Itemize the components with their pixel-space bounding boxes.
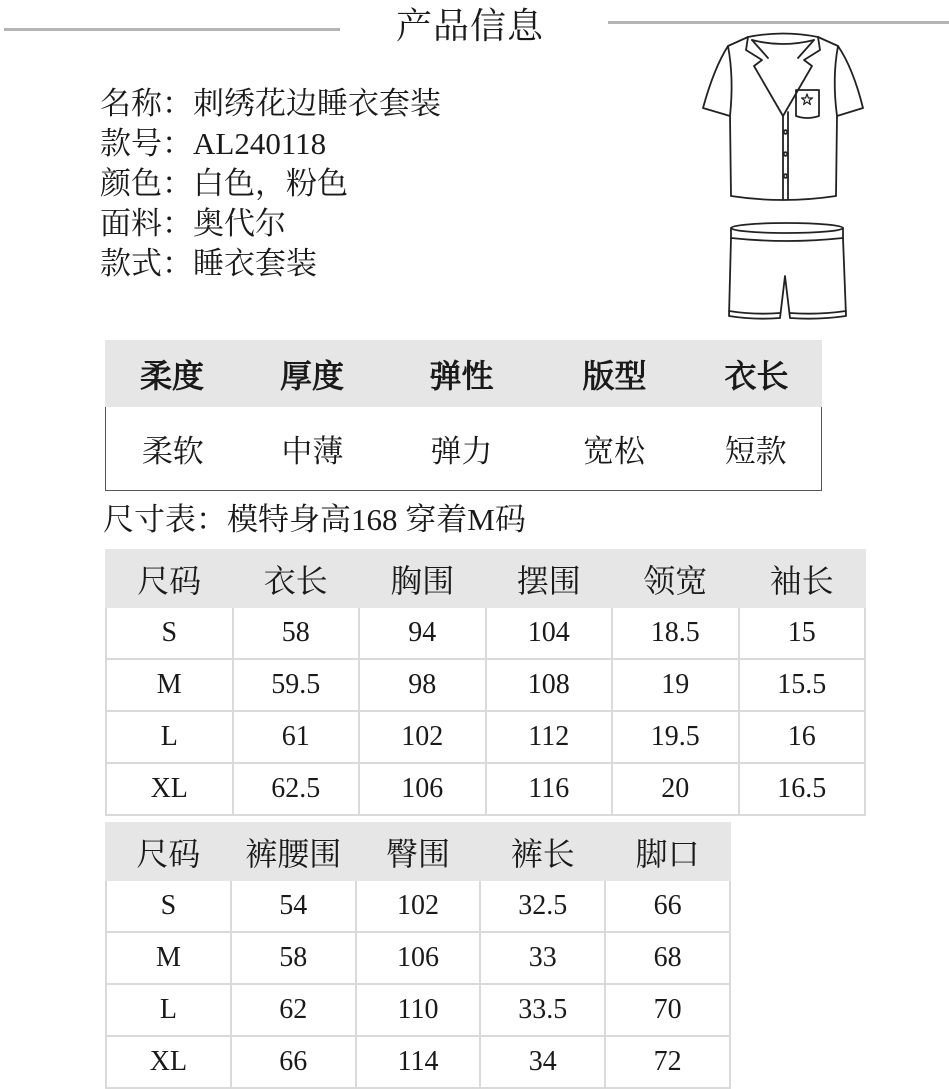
pajama-shirt-icon (703, 34, 863, 201)
table-cell: 72 (605, 1036, 730, 1088)
attr-value-softness: 柔软 (141, 434, 204, 469)
info-value: AL240118 (193, 126, 327, 161)
table-cell: 106 (359, 763, 486, 815)
table-header-row (106, 550, 865, 607)
attr-header-fit: 版型 (582, 357, 647, 394)
table-cell: 104 (486, 607, 613, 659)
info-value: 睡衣套装 (193, 246, 317, 281)
table-cell: 32.5 (480, 880, 605, 932)
table-row (106, 763, 865, 815)
table-header-cell: 袖长 (739, 550, 866, 607)
pajama-shorts-icon (729, 223, 846, 319)
table-cell: 33.5 (480, 984, 605, 1036)
table-header-cell: 衣长 (233, 550, 360, 607)
table-cell: 34 (480, 1036, 605, 1088)
table-header-cell: 胸围 (359, 550, 486, 607)
table-cell: XL (106, 763, 233, 815)
table-cell: M (106, 659, 233, 711)
table-cell: 16 (739, 711, 866, 763)
table-row (106, 880, 730, 932)
table-row (106, 711, 865, 763)
attr-value-length: 短款 (724, 434, 787, 469)
table-row (106, 659, 865, 711)
attr-header-length: 衣长 (724, 357, 789, 394)
table-cell: 102 (359, 711, 486, 763)
table-cell: XL (106, 1036, 231, 1088)
attr-header-thickness: 厚度 (279, 357, 344, 394)
attr-value-thickness: 中薄 (281, 434, 344, 469)
info-color (100, 164, 441, 204)
info-label: 名称： (100, 86, 193, 121)
table-cell: 108 (486, 659, 613, 711)
table-cell: 66 (605, 880, 730, 932)
table-cell: S (106, 607, 233, 659)
table-header-cell: 裤长 (480, 823, 605, 880)
attributes-table (105, 340, 822, 491)
table-cell: 58 (231, 932, 356, 984)
info-name (100, 84, 441, 124)
table-row (106, 1036, 730, 1088)
info-label: 款号： (100, 126, 193, 161)
top-size-table (105, 549, 866, 816)
info-value: 白色，粉色 (193, 166, 348, 201)
attr-value-elasticity: 弹力 (430, 434, 493, 469)
table-cell: 102 (356, 880, 481, 932)
table-header-cell: 臀围 (356, 823, 481, 880)
table-row (106, 607, 865, 659)
table-cell: 16.5 (739, 763, 866, 815)
table-cell: 68 (605, 932, 730, 984)
info-label: 颜色： (100, 166, 193, 201)
table-cell: 19 (612, 659, 739, 711)
table-cell: 33 (480, 932, 605, 984)
table-cell: M (106, 932, 231, 984)
info-value: 奥代尔 (193, 206, 286, 241)
table-cell: 54 (231, 880, 356, 932)
attr-header-softness: 柔度 (139, 357, 204, 394)
info-fabric (100, 204, 441, 244)
table-cell: 66 (231, 1036, 356, 1088)
info-label: 款式： (100, 246, 193, 281)
table-header-row (106, 823, 730, 880)
info-label: 面料： (100, 206, 193, 241)
table-cell: 112 (486, 711, 613, 763)
table-cell: 58 (233, 607, 360, 659)
info-value: 刺绣花边睡衣套装 (193, 86, 441, 121)
table-cell: 59.5 (233, 659, 360, 711)
table-header-cell: 裤腰围 (231, 823, 356, 880)
table-cell: 15.5 (739, 659, 866, 711)
attr-value-fit: 宽松 (583, 434, 646, 469)
title-rule-left (4, 28, 340, 31)
info-style-number (100, 124, 441, 164)
attr-header-elasticity: 弹性 (429, 357, 494, 394)
page-title: 产品信息 (395, 6, 544, 46)
table-cell: 94 (359, 607, 486, 659)
table-cell: 18.5 (612, 607, 739, 659)
title-rule-right (608, 21, 949, 24)
table-header-cell: 尺码 (106, 550, 233, 607)
table-cell: 15 (739, 607, 866, 659)
table-cell: 62.5 (233, 763, 360, 815)
bottom-size-table (105, 822, 731, 1089)
table-cell: 61 (233, 711, 360, 763)
table-cell: 106 (356, 932, 481, 984)
table-cell: L (106, 984, 231, 1036)
table-header-cell: 领宽 (612, 550, 739, 607)
table-cell: 19.5 (612, 711, 739, 763)
table-cell: 110 (356, 984, 481, 1036)
table-header-cell: 摆围 (486, 550, 613, 607)
table-cell: 116 (486, 763, 613, 815)
size-chart-note: 尺寸表：模特身高168 穿着M码 (103, 502, 526, 537)
table-cell: L (106, 711, 233, 763)
product-info (100, 84, 441, 284)
table-row (106, 932, 730, 984)
table-cell: 62 (231, 984, 356, 1036)
table-cell: S (106, 880, 231, 932)
table-cell: 70 (605, 984, 730, 1036)
attributes-header-row (105, 340, 822, 407)
table-cell: 114 (356, 1036, 481, 1088)
table-header-cell: 尺码 (106, 823, 231, 880)
table-cell: 98 (359, 659, 486, 711)
garment-illustration (690, 28, 880, 328)
table-header-cell: 脚口 (605, 823, 730, 880)
info-type (100, 244, 441, 284)
table-cell: 20 (612, 763, 739, 815)
table-row (106, 984, 730, 1036)
attributes-value-row (105, 407, 822, 491)
